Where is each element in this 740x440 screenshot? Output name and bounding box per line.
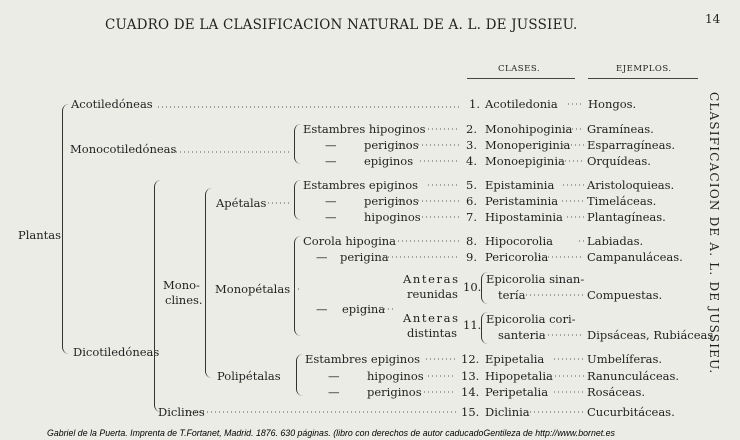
criterion-monop-2: perigina [340,250,389,264]
criterion-dash: — [328,385,340,399]
criterion-dash: — [325,194,337,208]
criterion-poli-1: Estambres epiginos [305,352,421,366]
label-monoclines-2: clines. [165,293,203,307]
class-example: Aristoloquieas. [587,178,675,192]
class-name: Diclinia [485,405,530,419]
class-name: Peripetalia [485,385,549,399]
image-caption: Gabriel de la Puerta. Imprenta de T.Fortanet, Madrid. 1876. 630 páginas. (libro con derechos de autor caducadoGentileza de http://www.bornet.es [47,428,615,438]
criterion-dash: — [316,250,328,264]
criterion-anteras: Anteras [403,311,460,325]
criterion-mono-1: Estambres hipoginos [303,122,426,136]
class-number: 5. [466,178,477,192]
criterion-monop-3: epigina [342,302,386,316]
class-example: Umbelíferas. [587,352,663,366]
class-number: 8. [466,234,477,248]
criterion-anteras: Anteras [403,272,460,286]
class-name: Hipostaminia [485,210,563,224]
class-name: Monoepiginia [485,154,565,168]
criterion-ape-1: Estambres epiginos [303,178,419,192]
class-name: Epicorolia cori- [486,312,576,326]
class-number: 11. [463,318,482,332]
class-number: 9. [466,250,477,264]
class-name: Hipocorolia [485,234,553,248]
criterion-ape-2: periginos [364,194,419,208]
class-example: Dipsáceas, Rubiáceas [587,328,714,342]
class-example: Plantagíneas. [587,210,666,224]
class-number: 3. [466,138,477,152]
side-title: CLASIFICACION DE A. L. DE JUSSIEU. [707,92,721,375]
criterion-ape-3: hipoginos [364,210,421,224]
class-example: Ranunculáceas. [587,369,680,383]
criterion-reunidas: reunidas [407,287,458,301]
class-name: Epipetalia [485,352,545,366]
class-name: Epicorolia sinan- [486,272,585,286]
class-name: Monoperiginia [485,138,571,152]
label-acotiledoneas: Acotiledóneas [71,97,153,111]
class-name-continued: santeria [498,328,546,342]
class-number: 6. [466,194,477,208]
criterion-distintas: distintas [407,326,458,340]
page-title: CUADRO DE LA CLASIFICACION NATURAL DE A. L. DE JUSSIEU. [105,17,578,33]
class-example: Gramíneas. [587,122,654,136]
criterion-dash: — [316,302,328,316]
column-header-clases: CLASES. [498,64,541,74]
class-example: Hongos. [588,97,637,111]
label-monocotiledoneas: Monocotiledóneas [70,142,177,156]
criterion-dash: — [325,154,337,168]
class-number: 4. [466,154,477,168]
class-name: Acotiledonia [485,97,558,111]
class-number: 7. [466,210,477,224]
class-example: Cucurbitáceas. [587,405,675,419]
class-name: Peristaminia [485,194,559,208]
criterion-poli-2: hipoginos [367,369,424,383]
criterion-monop-1: Corola hipogina [303,234,397,248]
class-number: 12. [461,352,480,366]
label-monopetalas: Monopétalas [215,282,291,296]
column-header-ejemplos: EJEMPLOS. [616,64,672,74]
class-example: Orquídeas. [587,154,651,168]
criterion-dash: — [325,138,337,152]
class-number: 15. [461,405,480,419]
class-example: Timeláceas. [587,194,657,208]
criterion-mono-2: periginos [364,138,419,152]
class-number: 2. [466,122,477,136]
class-name: Hipopetalia [485,369,553,383]
class-example: Compuestas. [587,288,663,302]
class-number: 14. [461,385,480,399]
label-apetalas: Apétalas [216,196,267,210]
criterion-poli-3: periginos [367,385,422,399]
label-polipetalas: Polipétalas [217,369,281,383]
class-number: 13. [461,369,480,383]
class-name: Monohipoginia [485,122,573,136]
page-number: 14 [705,12,721,26]
criterion-dash: — [328,369,340,383]
class-example: Rosáceas. [587,385,645,399]
label-diclines: Diclines [158,405,205,419]
label-dicotiledoneas: Dicotiledóneas [73,345,160,359]
label-plantas: Plantas [18,228,62,242]
class-number: 10. [463,280,482,294]
class-number: 1. [469,97,480,111]
class-name-continued: tería [498,288,526,302]
class-example: Esparragíneas. [587,138,676,152]
criterion-mono-3: epiginos [364,154,414,168]
criterion-dash: — [325,210,337,224]
class-name: Epistaminia [485,178,555,192]
label-monoclines-1: Mono- [163,278,200,292]
class-example: Campanuláceas. [587,250,683,264]
class-name: Pericorolia [485,250,549,264]
class-example: Labiadas. [587,234,644,248]
